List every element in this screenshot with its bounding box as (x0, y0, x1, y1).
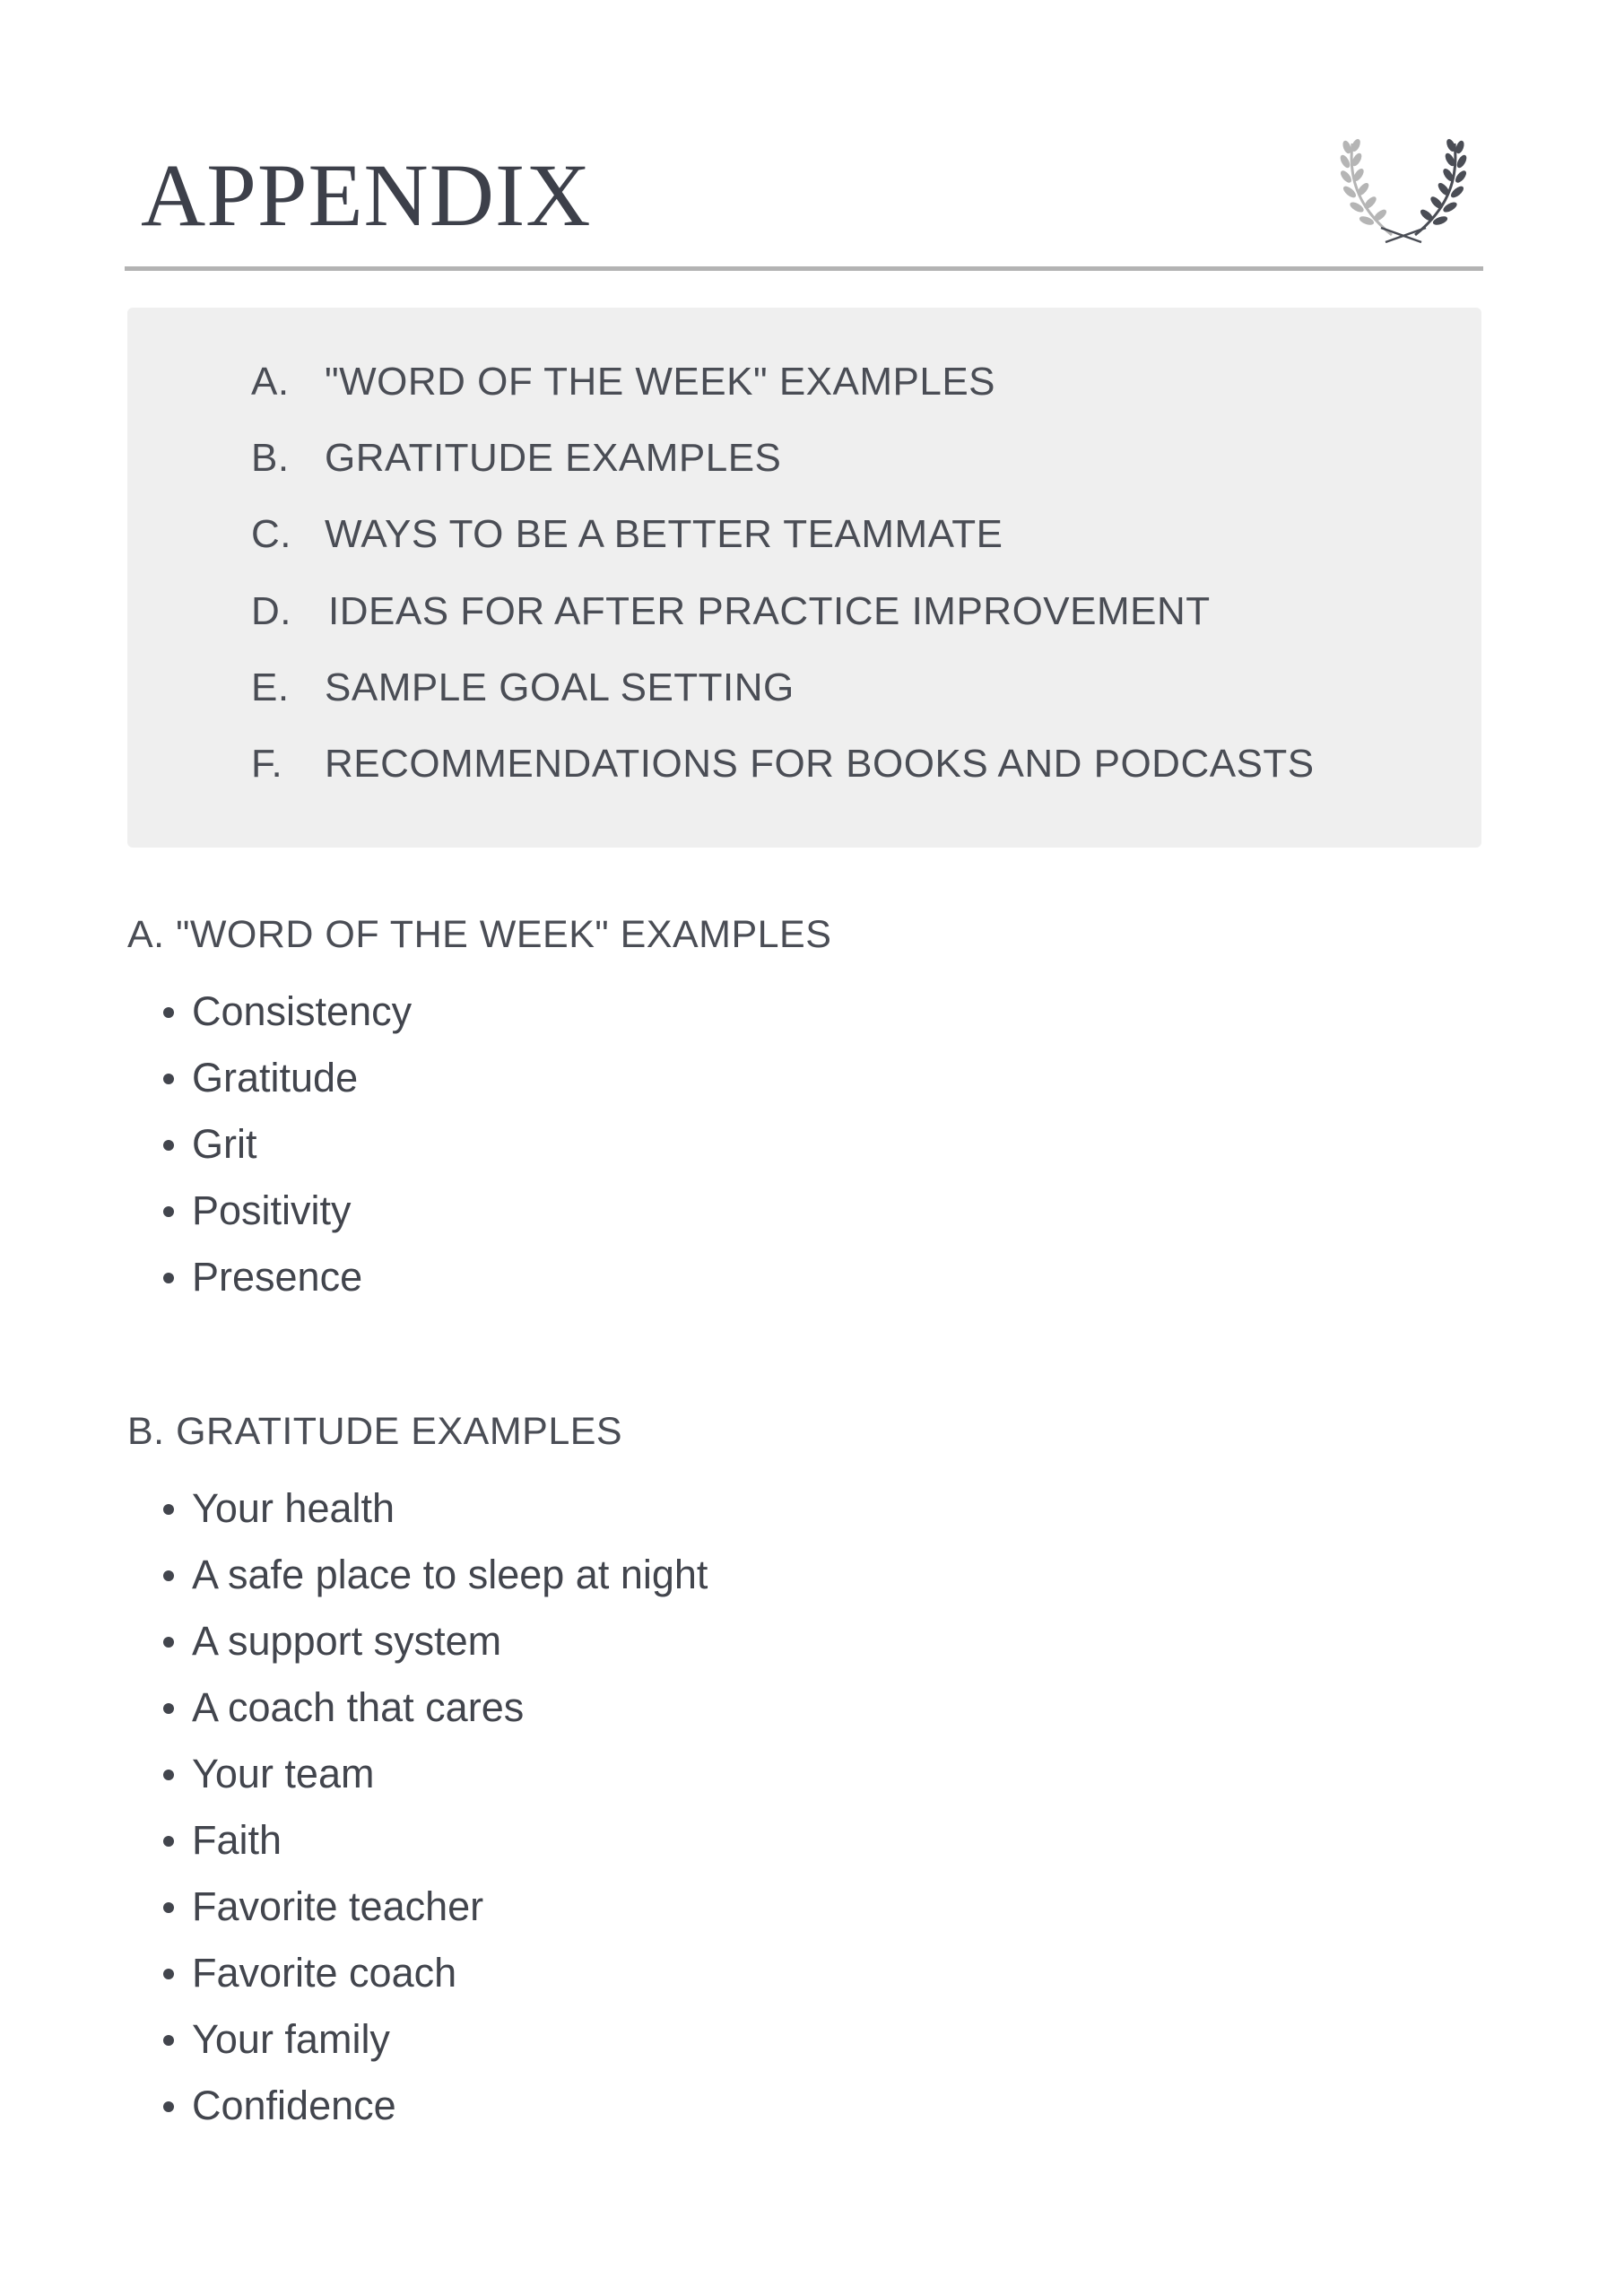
list-item-text: Your health (192, 1485, 395, 1531)
list-item (158, 988, 413, 1057)
laurel-right-branch (1415, 138, 1468, 235)
list-item-text: A coach that cares (192, 1684, 525, 1730)
list-item (158, 2016, 708, 2085)
bullet-icon (163, 1770, 174, 1780)
laurel-stem-cross (1381, 228, 1426, 242)
bullet-icon (163, 1273, 174, 1283)
list-item (158, 1121, 412, 1190)
list-item-text: Confidence (192, 2083, 396, 2128)
list-item-text: Grit (192, 1121, 257, 1167)
list-item-text: Consistency (192, 988, 413, 1034)
toc-item-letter: F. (251, 742, 283, 786)
bullet-icon (163, 1140, 174, 1151)
toc-item-label: SAMPLE GOAL SETTING (325, 665, 795, 709)
bullet-icon (163, 1504, 174, 1515)
list-item (158, 1254, 412, 1323)
laurel-wreath-icon (1336, 135, 1471, 251)
bullet-icon (163, 1703, 174, 1714)
list-item (158, 2085, 708, 2152)
toc-item-label: IDEAS FOR AFTER PRACTICE IMPROVEMENT (328, 589, 1211, 633)
toc-item-label: RECOMMENDATIONS FOR BOOKS AND PODCASTS (325, 742, 1315, 786)
list-item (158, 1485, 708, 1554)
toc-item-letter: C. (251, 512, 291, 556)
toc-item[interactable] (251, 512, 1003, 556)
list-item (158, 1684, 708, 1753)
list-item (158, 1817, 708, 1886)
toc-item-label: "WORD OF THE WEEK" EXAMPLES (325, 360, 996, 404)
gratitude-list (158, 1485, 708, 2152)
bullet-icon (163, 1074, 174, 1084)
list-item (158, 1057, 412, 1124)
list-item-text: Your family (192, 2016, 390, 2062)
toc-item-letter: E. (251, 665, 290, 709)
section-heading-word-of-the-week: A. "WORD OF THE WEEK" EXAMPLES (127, 913, 832, 956)
list-item-text: Positivity (192, 1187, 352, 1233)
page-title: APPENDIX (141, 145, 592, 245)
toc-item-label: WAYS TO BE A BETTER TEAMMATE (325, 512, 1003, 556)
toc-item-letter: D. (251, 589, 291, 633)
word-of-the-week-list (158, 988, 413, 1323)
list-item-text: Favorite teacher (192, 1883, 484, 1929)
bullet-icon (163, 1206, 174, 1217)
title-divider (125, 266, 1483, 271)
toc-item[interactable] (251, 665, 795, 709)
bullet-icon (163, 1969, 174, 1979)
toc-item[interactable] (251, 744, 1315, 784)
toc-item-letter: A. (251, 360, 290, 404)
list-item (158, 1554, 708, 1621)
list-item-text: Gratitude (192, 1055, 359, 1100)
list-item (158, 1952, 708, 2019)
list-item-text: A safe place to sleep at night (192, 1552, 708, 1597)
bullet-icon (163, 1836, 174, 1847)
list-item-text: Presence (192, 1254, 363, 1300)
list-item-text: Your team (192, 1751, 375, 1796)
toc-item[interactable] (251, 589, 1211, 633)
list-item (158, 1753, 708, 1820)
list-item-text: A support system (192, 1618, 502, 1664)
toc-item-letter: B. (251, 436, 290, 480)
toc-item-label: GRATITUDE EXAMPLES (325, 436, 782, 480)
bullet-icon (163, 1902, 174, 1913)
toc-item[interactable] (251, 362, 995, 402)
list-item-text: Faith (192, 1817, 282, 1863)
list-item-text: Favorite coach (192, 1950, 457, 1996)
section-heading-gratitude: B. GRATITUDE EXAMPLES (127, 1410, 623, 1453)
bullet-icon (163, 1007, 174, 1018)
table-of-contents (127, 308, 1481, 848)
bullet-icon (163, 1637, 174, 1648)
bullet-icon (163, 1570, 174, 1581)
toc-item[interactable] (251, 436, 782, 480)
bullet-icon (163, 2035, 174, 2046)
bullet-icon (163, 2101, 174, 2112)
list-item (158, 1187, 412, 1257)
list-item (158, 1883, 708, 1952)
laurel-left-branch (1339, 138, 1392, 235)
list-item (158, 1618, 708, 1687)
